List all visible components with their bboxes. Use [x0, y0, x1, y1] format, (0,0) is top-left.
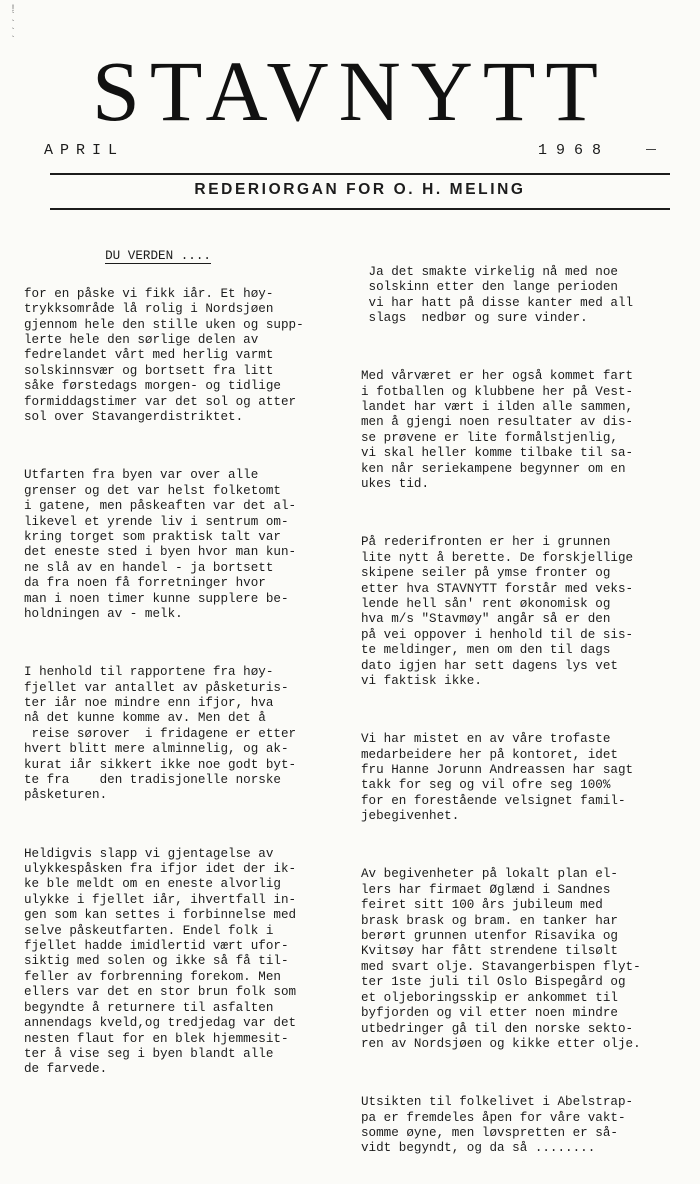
paragraph: Av begivenheter på lokalt plan el- lers har firmaet Øglænd i Sandnes feiret sitt 100 års jubileum med brask brask og bram. en tanker har berørt grunnen utenfor Risavika og Kvitsøy har fått strendene tilsølt med svart olje. Stavangerbispen flyt- ter 1ste juli til Oslo Bispegård og et oljeboringsskip er ankommet til byfjorden og vil etter noen mindre utbedringer gå til den norske sekto- ren av Nordsjøen og kikke etter olje. — [361, 867, 641, 1051]
masthead-subtitle: REDERIORGAN FOR O. H. MELING — [194, 181, 526, 198]
paragraph: I henhold til rapportene fra høy- fjellet var antallet av påsketuris- ter iår noe mindre enn ifjor, hva nå det kunne komme av. Men det å reise sørover i fridagene er etter hvert blitt mere alminnelig, og ak- kurat iår sikkert ikke noe godt byt- te fra den tradisjonelle norske påsketuren. — [24, 665, 297, 803]
article-heading: DU VERDEN .... — [105, 249, 211, 264]
paragraph: Ja det smakte virkelig nå med noe solskinn etter den lange perioden vi har hatt på disse kanter med all slags nedbør og sure vinder. — [368, 264, 634, 326]
paragraph: Utsikten til folkelivet i Abelstrap- pa er fremdeles åpen for våre vakt- somme øyne, men løvspretten er så- vidt begyndt, og da så ........ — [361, 1095, 634, 1156]
issue-year: 1968 — [538, 142, 611, 159]
page-corner-marks: ! ` ` ` ` — [10, 4, 17, 47]
right-column — [361, 234, 686, 1184]
year-dash — [646, 149, 656, 150]
paragraph: for en påske vi fikk iår. Et høy- trykksområde lå rolig i Nordsjøen gjennom hele den stille uken og supp- lerte hele den sørlige delen av fedrelandet vårt med herlig varmt solskinnsvær og bortsett fra litt såke førstedags morgen- og tidlige formiddagstimer var det sol og atter sol over Stavangerdistriktet. — [24, 286, 304, 425]
masthead-title: STAVNYTT — [92, 43, 608, 139]
header-rule-top — [50, 173, 670, 175]
paragraph: På rederifronten er her i grunnen lite nytt å berette. De forskjellige skipene seiler på ymse fronter og etter hva STAVNYTT forstår med veks- lende hell sån' rent økonomisk og hva m/s "Stavmøy" angår så er den på vei oppover i henhold til de sis- te meldinger, men om den til dags dato igjen har sett dagens lys vet vi faktisk ikke. — [361, 535, 634, 688]
header-rule-bottom — [50, 208, 670, 210]
issue-month: APRIL — [44, 142, 125, 159]
paragraph: Heldigvis slapp vi gjentagelse av ulykkespåsken fra ifjor idet der ik- ke ble meldt om en eneste alvorlig ulykke i fjellet iår, ihvertfall in- gen som kan settes i forbinnelse med selve påskeutfarten. Endel folk i fjellet hadde imidlertid vært ufor- siktig med solen og ikke så få til- feller av forbrenning forekom. Men ellers var det en stor brun folk som begyndte å returnere til asfalten annendags kveld,og tredjedag var det nesten flaut for en blek hjemmesit- ter å vise seg i byen blandt alle de farvede. — [24, 846, 297, 1077]
paragraph: Vi har mistet en av våre trofaste medarbeidere her på kontoret, idet fru Hanne Jorunn Andreassen har sagt takk for seg og vil ofre seg 100% for en forestående velsignet famil- jebegivenhet. — [361, 732, 634, 824]
paragraph: Med vårværet er her også kommet fart i fotballen og klubbene her på Vest- landet har vært i ilden alle sammen, men å gjengi noen resultater av dis- se prøvene er lite formålstjenlig, vi skal heller komme tilbake til sa- ken når seriekampene begynner om en ukes tid. — [361, 369, 634, 492]
paragraph: Utfarten fra byen var over alle grenser og det var helst folketomt i gatene, men påskeaften var det al- likevel et yrende liv i sentrum om- kring torget som praktisk talt var det eneste sted i byen hvor man kun- ne slå av en handel - ja bortsett da fra noen få forretninger hvor man i noen timer kunne supplere be- holdningen av - melk. — [24, 468, 297, 621]
left-column — [24, 234, 346, 1105]
